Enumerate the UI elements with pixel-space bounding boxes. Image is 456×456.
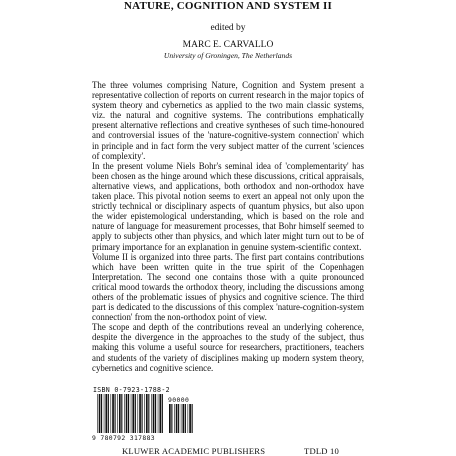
barcode-bar — [155, 394, 156, 433]
blurb-paragraph: In the present volume Niels Bohr's seminal idea of 'complementarity' has been chosen as the hinge around which these discussions, critical appraisals, alternative views, and applications, both orthodox and non-orthodox have taken place. This pivotal notion seems to exert an appeal not only upon the strictly technical or disciplinary aspects of quantum physics, but also upon the wider epistemological understanding, which is based on the role and nature of language for measurement processes, that Bohr himself seemed to apply to subjects other than physics, and which later might turn out to be of primary importance for an explanation in genuine system-scientific context. — [92, 160, 364, 252]
barcode-bar — [178, 404, 179, 433]
blurb-paragraph: The three volumes comprising Nature, Cognition and System present a representative collection of reports on current research in the major topics of system theory and cybernetics as applied to the two main classic systems, viz. the natural and cognitive systems. The contributions emphatically present alternative reflections and creative syntheses of such time-honoured and controversial issues of the 'nature-cognitive-system connection' which in principle and in fact form the very subject matter of the current 'sciences of complexity'. — [92, 80, 364, 161]
barcode-bar — [101, 394, 102, 433]
barcode-bar — [181, 404, 182, 433]
barcode-bar — [176, 404, 178, 433]
barcode-bar — [97, 394, 98, 433]
barcode-bar — [131, 394, 132, 433]
ean-digits: 9 780792 317883 — [92, 434, 155, 442]
barcode-bar — [148, 394, 149, 433]
barcode-bar — [132, 394, 134, 433]
book-title: NATURE, COGNITION AND SYSTEM II — [123, 0, 332, 12]
barcode-bar — [153, 394, 155, 433]
barcode-bar — [174, 404, 175, 433]
blurb-paragraph: The scope and depth of the contributions reveal an underlying coherence, despite the divergence in the approaches to the study of the subject, thus making this volume a useful source for researchers, practitioners, teachers and students of the variety of disciplines making up modern system theory, cybernetics and cognitive science. — [92, 322, 364, 373]
barcode-bar — [144, 394, 145, 433]
isbn-label: ISBN 0-7923-1788-2 — [93, 386, 170, 394]
ean-barcode — [97, 394, 163, 433]
barcode-bar — [121, 394, 122, 433]
blurb-paragraph: Volume II is organized into three parts. The first part contains contributions which have been written quite in the true spirit of the Copenhagen Interpretation. The second one contains those with a quite pronounced critical mood towards the orthodox theory, including the discussions among others of the problematic issues of physics and cognitive science. The third part is dedicated to the discussions of this complex 'nature-cognition-system connection' from the non-orthodox point of view. — [92, 251, 364, 323]
barcode-bar — [112, 394, 114, 433]
barcode-bar — [108, 394, 109, 433]
barcode-bar — [185, 404, 186, 433]
barcode-bar — [124, 394, 125, 433]
barcode-bar — [151, 394, 152, 433]
barcode-bar — [105, 394, 107, 433]
barcode-bar — [162, 394, 163, 433]
editor-affiliation: University of Groningen, The Netherlands — [163, 51, 293, 60]
barcode-bar — [192, 404, 193, 433]
barcode-bar — [159, 394, 161, 433]
price-addon-barcode — [169, 404, 193, 433]
editor-name: MARC E. CARVALLO — [182, 40, 274, 50]
barcode-bar — [188, 404, 189, 433]
barcode-bar — [115, 394, 116, 433]
barcode-bar — [99, 394, 101, 433]
barcode-bar — [128, 394, 129, 433]
barcode-bar — [117, 394, 118, 433]
barcode-bar — [104, 394, 105, 433]
barcode-bar — [138, 394, 139, 433]
barcode-bar — [119, 394, 121, 433]
barcode-bar — [111, 394, 112, 433]
barcode-bar — [171, 404, 172, 433]
barcode-bar — [142, 394, 143, 433]
barcode-bar — [139, 394, 141, 433]
barcode-bar — [146, 394, 148, 433]
barcode-bar — [126, 394, 128, 433]
barcode-bar — [183, 404, 185, 433]
price-addon-digits: 90000 — [168, 396, 190, 404]
back-cover-blurb — [92, 80, 364, 373]
edited-by-label: edited by — [210, 23, 246, 33]
publisher-name: KLUWER ACADEMIC PUBLISHERS — [122, 446, 266, 456]
barcode-bar — [169, 404, 171, 433]
catalog-code: TDLD 10 — [304, 446, 340, 456]
barcode-bar — [189, 404, 191, 433]
barcode-bar — [135, 394, 136, 433]
barcode-bar — [158, 394, 159, 433]
